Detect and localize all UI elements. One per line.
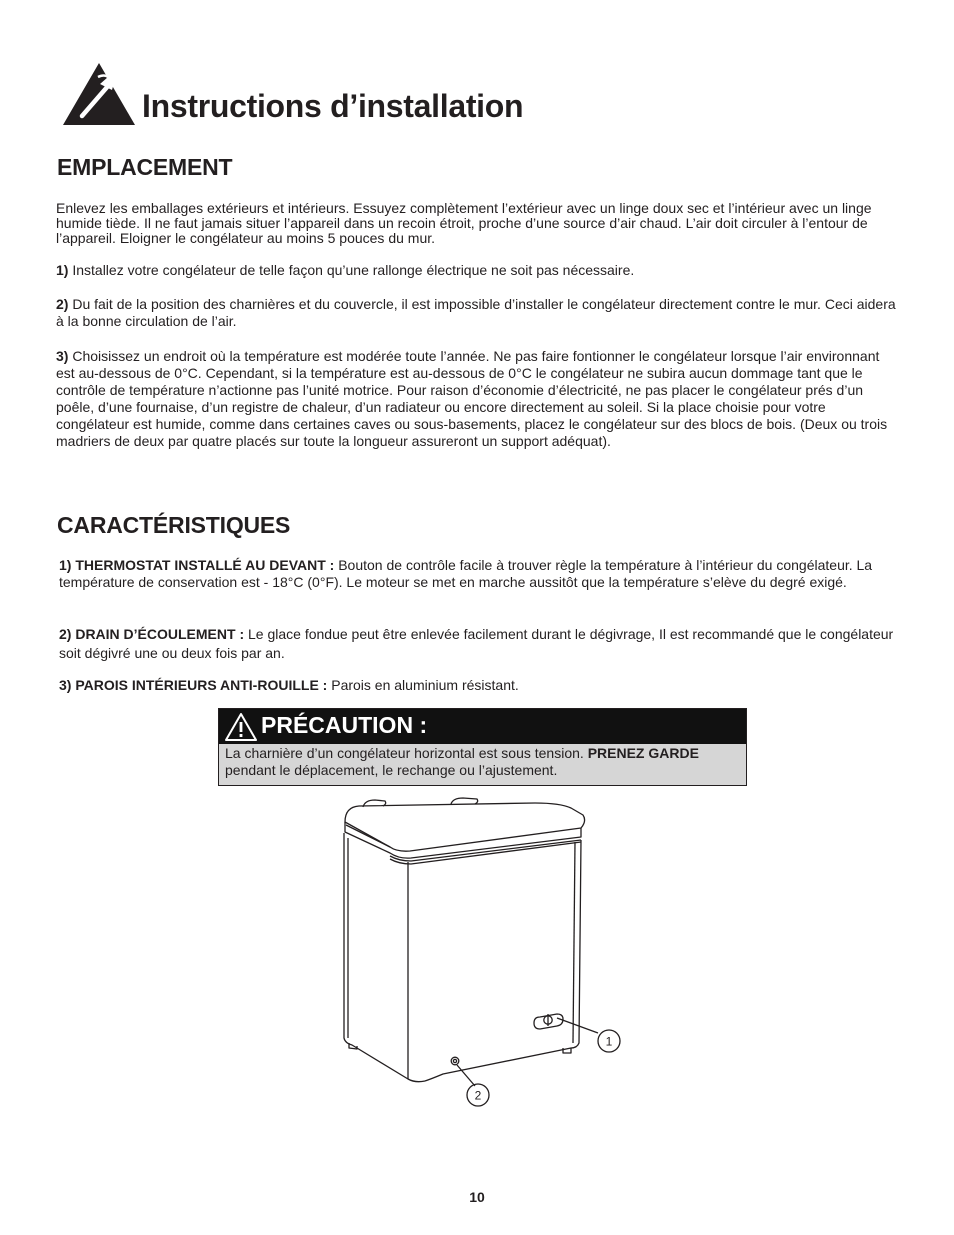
- emplacement-item-2: [56, 296, 901, 330]
- feature-text: Bouton de contrôle facile à trouver règle la température à l’intérieur du congélateur. La température de conservation est - 18°C (0°F). Le moteur se met en marche aussitôt que la température s’elève du degré exigé.: [59, 557, 873, 590]
- callout-label-2: 2: [474, 1088, 482, 1103]
- item-text: Installez votre congélateur de telle façon qu’une rallonge électrique ne soit pas nécessaire.: [68, 262, 635, 278]
- warning-triangle-icon: [224, 712, 258, 742]
- caution-text-part: La charnière d’un congélateur horizontal est sous tension.: [225, 745, 588, 761]
- caution-text-part: pendant le déplacement, le rechange ou l’ajustement.: [225, 762, 558, 778]
- emplacement-item-1: [56, 262, 901, 279]
- chest-freezer-illustration: [335, 795, 635, 1120]
- page-title: Instructions d’installation: [142, 88, 524, 124]
- section-heading-emplacement: EMPLACEMENT: [57, 154, 233, 180]
- caution-box: [218, 708, 747, 786]
- emplacement-item-3: [56, 348, 901, 450]
- item-number: 3): [56, 348, 69, 364]
- feature-label: 2) DRAIN D’ÉCOULEMENT :: [59, 626, 245, 642]
- page-number: 10: [469, 1189, 485, 1205]
- feature-label: 1) THERMOSTAT INSTALLÉ AU DEVANT :: [59, 557, 335, 573]
- emplacement-intro: Enlevez les emballages extérieurs et intérieurs. Essuyez complètement l’extérieur avec un linge doux sec et l’intérieur avec un linge humide tiède. Il ne faut jamais situer l’appareil dans un recoin étroit, proche d’une source d’air chaud. L’air doit circuler à l’entour de l’appareil. Eloigner le congélateur au moins 5 pouces du mur.: [56, 200, 872, 246]
- section-heading-caracteristiques: CARACTÉRISTIQUES: [57, 512, 291, 538]
- item-text: Choisissez un endroit où la température est modérée toute l’année. Ne pas faire fontionner le congélateur lorsque l’air environnant est au-dessous de 0°C. Cependant, si la température est au-dessous de 0°C le congélateur ne subira aucun dommage tant que le contrôle de température n’actionne pas l’unité motrice. Pour raison d’économie d’électricité, ne pas placer le congélateur prés d’un poêle, d’une fournaise, d’un registre de chaleur, d’un radiateur ou encore directement au soleil. Si la place choisie pour votre congélateur est humide, comme dans certaines caves ou sous-basements, placez le congélateur sur des blocs de bois. (Deux ou trois madriers de deux par quatre placés sur toute la longueur assureront un support adéquat).: [56, 348, 888, 449]
- feature-text: Le glace fondue peut être enlevée facilement durant le dégivrage, Il est recommandé que le congélateur soit dégivré une ou deux fois par an.: [59, 626, 894, 661]
- feature-text: Parois en aluminium résistant.: [327, 677, 519, 693]
- hammer-warning-icon: [62, 62, 136, 126]
- item-text: Du fait de la position des charnières et du couvercle, il est impossible d’installer le congélateur directement contre le mur. Ceci aidera à la bonne circulation de l’air.: [56, 296, 896, 329]
- feature-item-thermostat: [59, 557, 899, 591]
- feature-item-drain: [59, 625, 899, 663]
- item-number: 2): [56, 296, 69, 312]
- feature-label: 3) PAROIS INTÉRIEURS ANTI-ROUILLE :: [59, 677, 328, 693]
- caution-header: [219, 709, 746, 744]
- item-number: 1): [56, 262, 69, 278]
- caution-text-bold: PRENEZ GARDE: [587, 745, 699, 761]
- caution-title: PRÉCAUTION :: [261, 712, 428, 738]
- caution-text: [225, 745, 740, 779]
- callout-label-1: 1: [605, 1034, 613, 1049]
- feature-item-parois: [59, 677, 899, 694]
